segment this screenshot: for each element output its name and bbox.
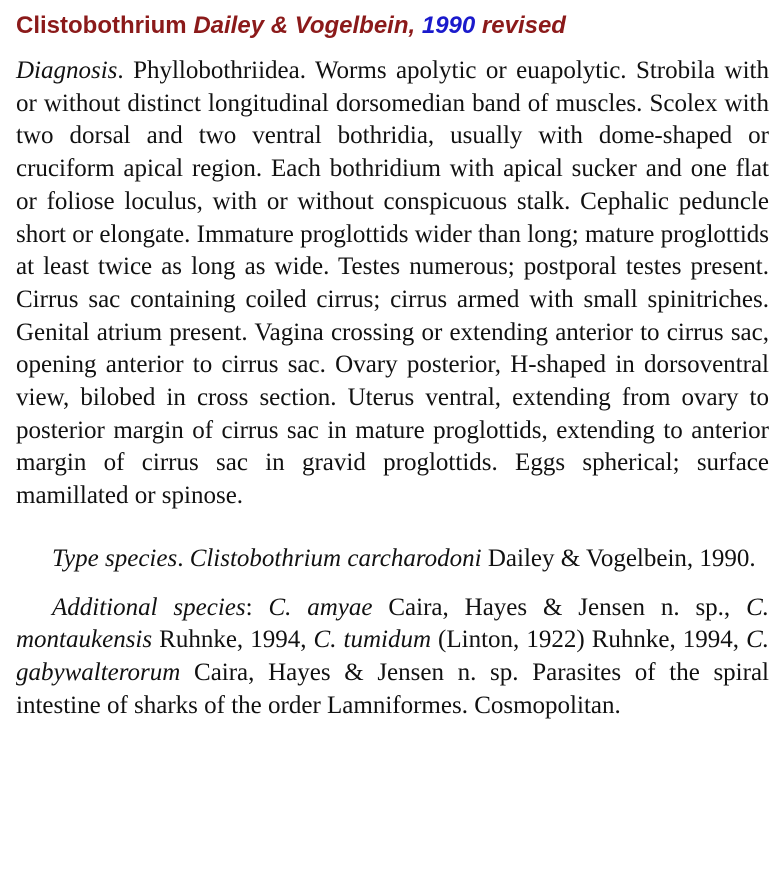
diagnosis-label: Diagnosis bbox=[16, 57, 118, 84]
additional-species-paragraph: Additional species: C. amyae Caira, Hayes & Jensen n. sp., C. montaukensis Ruhnke, 1994, C. tumidum (Linton, 1922) Ruhnke, 1994, C. gabywalterorum Caira, Hayes & Jensen n. sp. Parasites of the spiral intestine of sharks of the order Lamniformes. Cosmopolitan. bbox=[16, 593, 769, 719]
type-species-label: Type species bbox=[52, 544, 178, 572]
diagnosis-text: Phyllobothriidea. Worms apolytic or euapolytic. Strobila with or without distinct longitudinal dorsomedian band of muscles. Scolex with two dorsal and two ventral bothridia, usually with dome-shaped or cruciform apical region. Each bothridium with apical sucker and one flat or foliose loculus, with or without conspicuous stalk. Cephalic peduncle short or elongate. Immature proglottids wider than long; mature proglottids at least twice as long as wide. Testes numerous; postporal testes present. Cirrus sac containing coiled cirrus; cirrus armed with small spinitriches. Genital atrium present. Vagina crossing or extending anterior to cirrus sac, opening anterior to cirrus sac. Ovary posterior, H-shaped in dorsoventral view, bilobed in cross section. Uterus ventral, extending from ovary to posterior margin of cirrus sac in mature proglottids, extending to anterior margin of cirrus sac in gravid proglottids. Eggs spherical; surface mamillated or spinose. bbox=[16, 57, 769, 510]
diagnosis-paragraph: Diagnosis. Phyllobothriidea. Worms apolytic or euapolytic. Strobila with or without distinct longitudinal dorsomedian band of muscles. Scolex with two dorsal and two ventral bothridia, usually with dome-shaped or cruciform apical region. Each bothridium with apical sucker and one flat or foliose loculus, with or without conspicuous stalk. Cephalic peduncle short or elongate. Immature proglottids wider than long; mature proglottids at least twice as long as wide. Testes numerous; postporal testes present. Cirrus sac containing coiled cirrus; cirrus armed with small spinitriches. Genital atrium present. Vagina crossing or extending anterior to cirrus sac, opening anterior to cirrus sac. Ovary posterior, H-shaped in dorsoventral view, bilobed in cross section. Uterus ventral, extending from ovary to posterior margin of cirrus sac in mature proglottids, extending to anterior margin of cirrus sac in gravid proglottids. Eggs spherical; surface mamillated or spinose. bbox=[16, 57, 769, 510]
additional-species-label: Additional species bbox=[52, 593, 246, 621]
genus-heading bbox=[16, 10, 769, 42]
species-authority: Caira, Hayes & Jensen n. sp., bbox=[388, 593, 731, 621]
species-authority: Ruhnke, 1994, bbox=[159, 626, 307, 654]
species-authority: (Linton, 1922) Ruhnke, 1994, bbox=[438, 626, 740, 654]
species-name: C. montaukensis bbox=[16, 593, 769, 654]
genus-name: Clistobothrium bbox=[16, 12, 187, 39]
species-authority: Caira, Hayes & Jensen n. sp. bbox=[194, 658, 519, 686]
species-name: C. amyae bbox=[268, 593, 373, 621]
genus-authors: Dailey & Vogelbein, bbox=[193, 12, 416, 39]
host-distribution-remarks: Parasites of the spiral intestine of sharks of the order Lamniformes. Cosmopolitan. bbox=[16, 658, 769, 719]
type-species-authority: Dailey & Vogelbein, 1990. bbox=[487, 544, 756, 572]
species-name: C. tumidum bbox=[313, 626, 431, 654]
type-species-name: Clistobothrium carcharodoni bbox=[189, 544, 482, 572]
genus-status: revised bbox=[481, 12, 566, 39]
page bbox=[16, 0, 769, 722]
species-name: C. gabywalterorum bbox=[16, 626, 769, 686]
type-species-paragraph: Type species. Clistobothrium carcharodoni Dailey & Vogelbein, 1990. bbox=[52, 544, 756, 572]
genus-year: 1990 bbox=[421, 12, 476, 39]
